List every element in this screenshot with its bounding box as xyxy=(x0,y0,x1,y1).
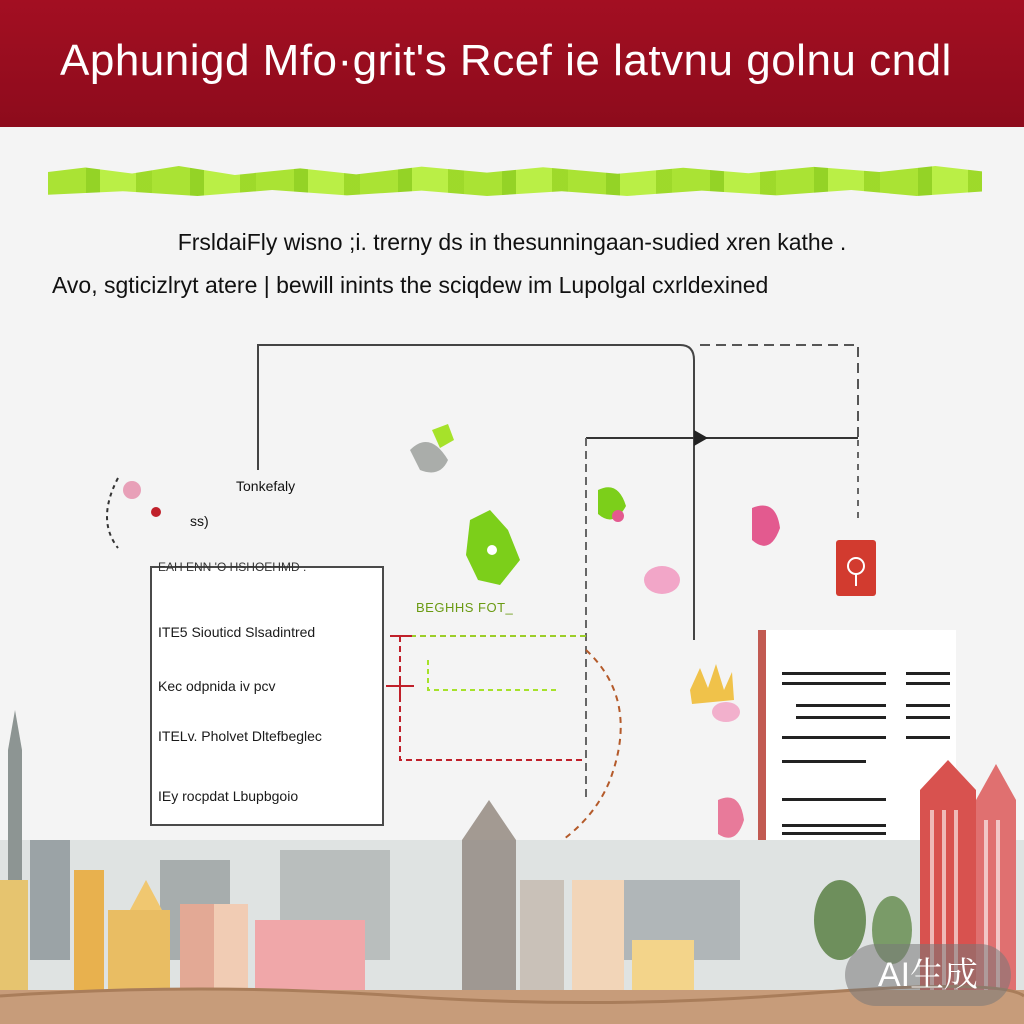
subtitle-line-1: FrsldaiFly wisno ;i. trerny ds in thesunningaan-sudied xren kathe . xyxy=(177,229,847,255)
top-frame-right-dashed xyxy=(700,345,858,440)
page-title: Aphunigd Mfo·grit's Rcef ie latvnu golnu cndl xyxy=(60,36,952,85)
pink-leaf-icon xyxy=(752,506,780,546)
info-card-row: ITE5 Siouticd Slsadintred xyxy=(158,624,316,640)
doc-line xyxy=(782,672,886,675)
doc-line xyxy=(906,672,950,675)
diagram-label-top: Tonkefaly xyxy=(236,478,296,494)
diagram-label-middle: BEGHHS FOT_ xyxy=(416,600,514,615)
ai-generated-badge: AI生成 xyxy=(845,944,1011,1006)
pink-blob-icon xyxy=(644,566,680,594)
pink-dot-bug xyxy=(612,510,624,522)
lime-figure-eye xyxy=(487,545,497,555)
subtitle-line-2: Avo, sgticizlryt atere | bewill inints the sciqdew im Lupolgal cxrldexined xyxy=(52,272,769,298)
info-card-row: IEy rocpdat Lbupbgoio xyxy=(158,788,299,804)
lime-sparkle-icon xyxy=(432,424,454,448)
doc-line xyxy=(782,682,886,685)
arrow-head xyxy=(694,430,708,446)
red-dot-left xyxy=(151,507,161,517)
info-card-row: ITELv. Pholvet Dltefbeglec xyxy=(158,728,322,744)
pink-dot-left xyxy=(123,481,141,499)
diagram-label-paren: ss) xyxy=(190,513,209,529)
info-card-header: EAH ENN 'O HSHOEHMD . xyxy=(158,560,307,574)
doc-line xyxy=(906,682,950,685)
info-card-row: Kec odpnida iv pcv xyxy=(158,678,276,694)
left-arc xyxy=(107,478,118,548)
mid-lime-dashed-2 xyxy=(428,660,560,690)
red-tag-icon xyxy=(836,540,876,596)
